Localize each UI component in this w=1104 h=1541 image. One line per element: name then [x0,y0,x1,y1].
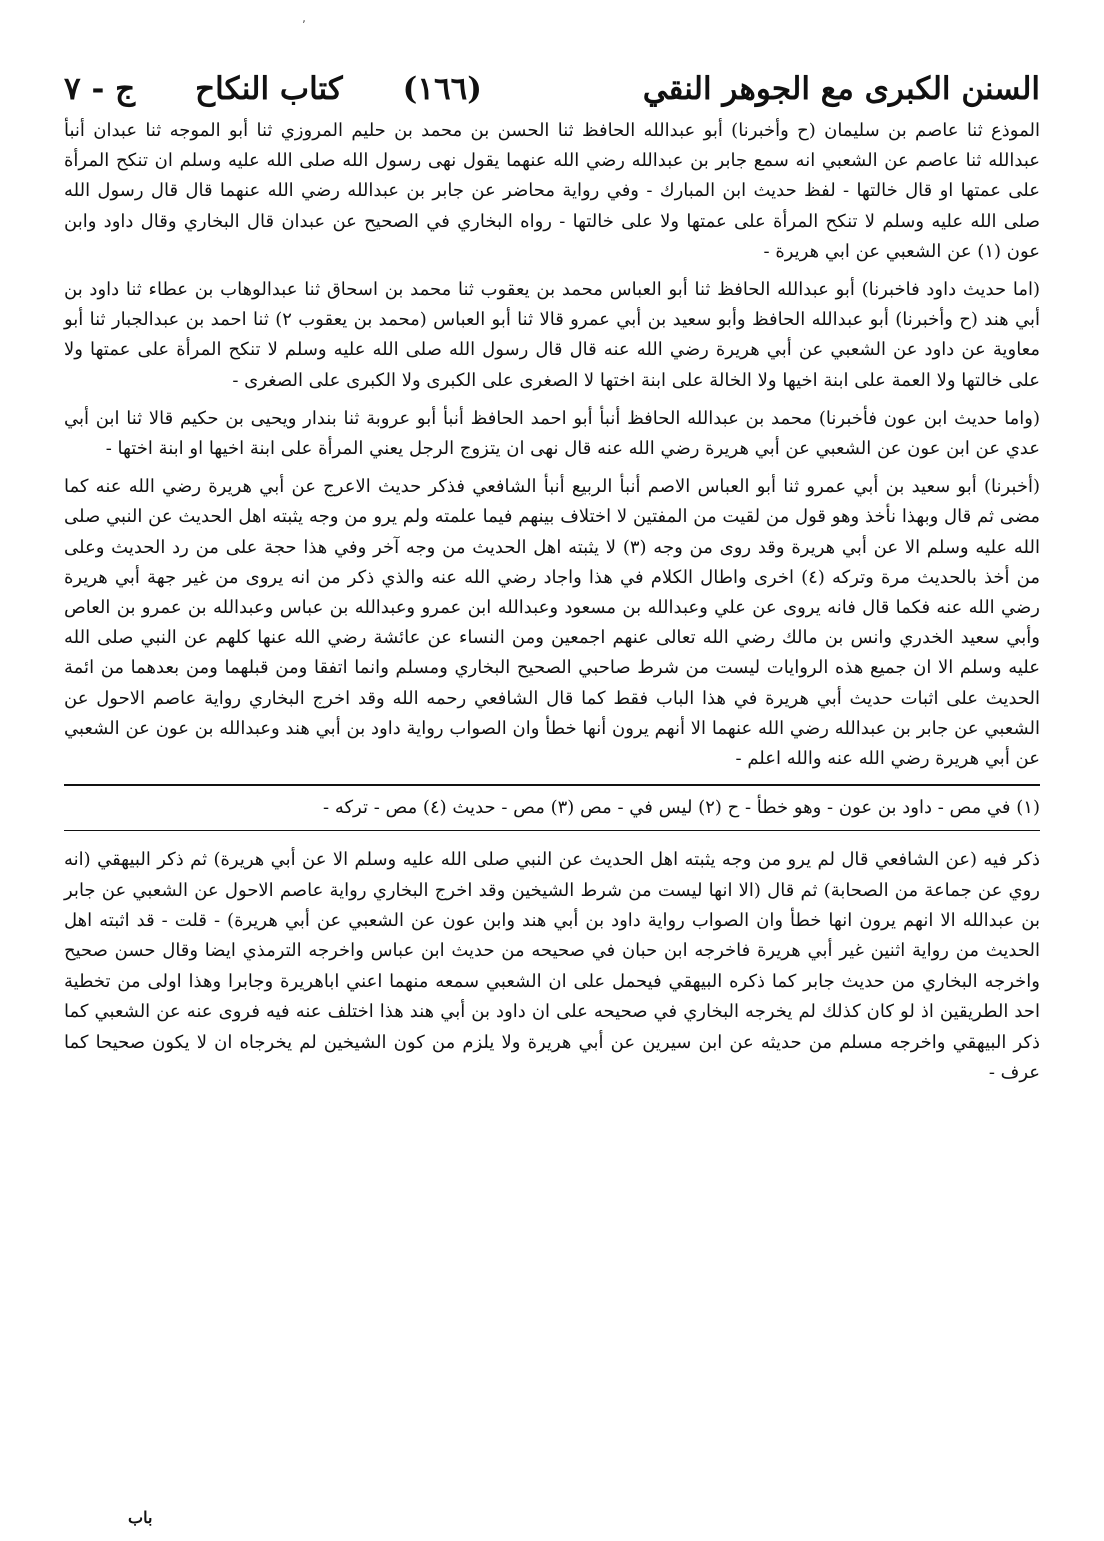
main-text [64,116,1040,774]
page-number: (١٦٦) [402,71,482,107]
top-mark: ٬ [302,18,306,32]
commentary-divider [64,830,1040,831]
main-paragraph: الموذع ثنا عاصم بن سليمان (ح وأخبرنا) أبو عبدالله الحافظ ثنا الحسن بن محمد بن حليم المروزي ثنا أبو الموجه ثنا عبدان أنبأ عبدالله ثنا عاصم عن الشعبي انه سمع جابر بن عبدالله رضي الله عنهما يقول نهى رسول الله صلى الله عليه وسلم ان تنكح المرأة على عمتها او قال خالتها - لفظ حديث ابن المبارك - وفي رواية محاضر عن جابر بن عبدالله رضي الله عنهما قال قال رسول الله صلى الله عليه وسلم لا تنكح المرأة على عمتها ولا على خالتها - رواه البخاري في الصحيح عن عبدان قال البخاري وقال داود وابن عون (١) عن الشعبي عن ابي هريرة - [64,120,1040,262]
book-title: السنن الكبرى مع الجوهر النقي [642,71,1040,107]
chapter-title: كتاب النكاح [195,71,343,107]
commentary-text: ذكر فيه (عن الشافعي قال لم يرو من وجه يثبته اهل الحديث عن النبي صلى الله عليه وسلم الا عن أبي هريرة) ثم ذكر البيهقي (انه روي عن جماعة من الصحابة) ثم قال (الا انها ليست من شرط الشيخين وقد اخرج البخاري رواية عاصم الاحول عن الشعبي عن جابر بن عبدالله الا انهم يرون انها خطأ وان الصواب رواية داود بن أبي هند وابن عون عن الشعبي عن أبي هريرة) - قلت - قد اثبته اهل الحديث من رواية اثنين غير أبي هريرة فاخرجه ابن حبان في صحيحه من حديث ابن عباس واخرجه الترمذي ايضا وقال حسن صحيح واخرجه البخاري من حديث جابر كما ذكره البيهقي فيحمل على ان الشعبي سمعه منهما اعني اباهريرة وجابرا وهذا اولى من تخطية احد الطريقين اذ لو كان كذلك لم يخرجه البخاري في صحيحه على ان داود بن أبي هند هذا اختلف عنه فيه فروى عنه عن الشعبي كما ذكر البيهقي واخرجه مسلم من حديثه عن ابن سيرين عن أبي هريرة ولا يلزم من كون الشيخين لم يخرجاه ان لا يكون صحيحا كما عرف - [64,849,1041,1084]
main-paragraph: (أخبرنا) أبو سعيد بن أبي عمرو ثنا أبو العباس الاصم أنبأ الربيع أنبأ الشافعي فذكر حديث الاعرج عن أبي هريرة رضي الله عنه كما مضى ثم قال وبهذا نأخذ وهو قول من لقيت من المفتين لا اختلاف بينهم فيما علمته ولم يرو من وجه يثبته اهل الحديث عن النبي صلى الله عليه وسلم الا عن أبي هريرة وقد روى من وجه (٣) لا يثبته اهل الحديث من وجه آخر وفي هذا حجة على من رد الحديث وعلى من أخذ بالحديث مرة وتركه (٤) اخرى واطال الكلام في هذا واجاد رضي الله عنه والذي ذكر من انه يروى من غير جهة أبي هريرة رضي الله عنه فكما قال فانه يروى عن علي وعبدالله بن مسعود وعبدالله ابن عمرو وعبدالله بن عباس وعبدالله بن عمرو بن العاص وأبي سعيد الخدري وانس بن مالك رضي الله تعالى عنهم اجمعين ومن النساء عن عائشة رضي الله عنها كلهم عن النبي صلى الله عليه وسلم الا ان جميع هذه الروايات ليست من شرط صاحبي الصحيح البخاري ومسلم وانما اتفقا ومن قبلهما ومن بعدهما من ائمة الحديث على اثبات حديث أبي هريرة في هذا الباب فقط كما قال الشافعي رحمه الله وقد اخرج البخاري رواية عاصم الاحول عن الشعبي عن جابر بن عبدالله رضي الله عنهما الا أنهم يرون أنها خطأ وان الصواب رواية داود بن أبي هند وعبدالله بن عون عن الشعبي عن أبي هريرة رضي الله عنه والله اعلم - [64,476,1040,770]
main-paragraph: (اما حديث داود فاخبرنا) أبو عبدالله الحافظ ثنا أبو العباس محمد بن يعقوب ثنا محمد بن اسحاق ثنا عبدالوهاب بن عطاء ثنا داود بن أبي هند (ح وأخبرنا) أبو عبدالله الحافظ وأبو سعيد بن أبي عمرو قالا ثنا أبو العباس (محمد بن يعقوب ٢) ثنا احمد بن عبدالجبار ثنا أبو معاوية عن داود عن الشعبي عن أبي هريرة رضي الله عنه قال قال رسول الله صلى الله عليه وسلم لا تنكح المرأة على عمتها ولا على خالتها ولا العمة على ابنة اخيها ولا الخالة على ابنة اختها لا الصغرى على الكبرى ولا الكبرى على الصغرى - [64,279,1040,391]
header-left-group [64,64,482,114]
catchword: باب [128,1508,153,1527]
main-paragraph: (واما حديث ابن عون فأخبرنا) محمد بن عبدالله الحافظ أنبأ أبو احمد الحافظ أنبأ أبو عروبة ثنا بندار ويحيى بن حكيم قالا ثنا ابن أبي عدي عن ابن عون عن الشعبي عن أبي هريرة رضي الله عنه قال نهى ان يتزوج الرجل يعني المرأة على ابنة اخيها او ابنة اختها - [64,407,1040,460]
volume-number: ج - ٧ [64,71,136,107]
page-header [64,64,1040,114]
footnotes: (١) في مص - داود بن عون - وهو خطأ - ح (٢) ليس في - مص (٣) مص - حديث (٤) مص - تركه - [323,797,1040,819]
